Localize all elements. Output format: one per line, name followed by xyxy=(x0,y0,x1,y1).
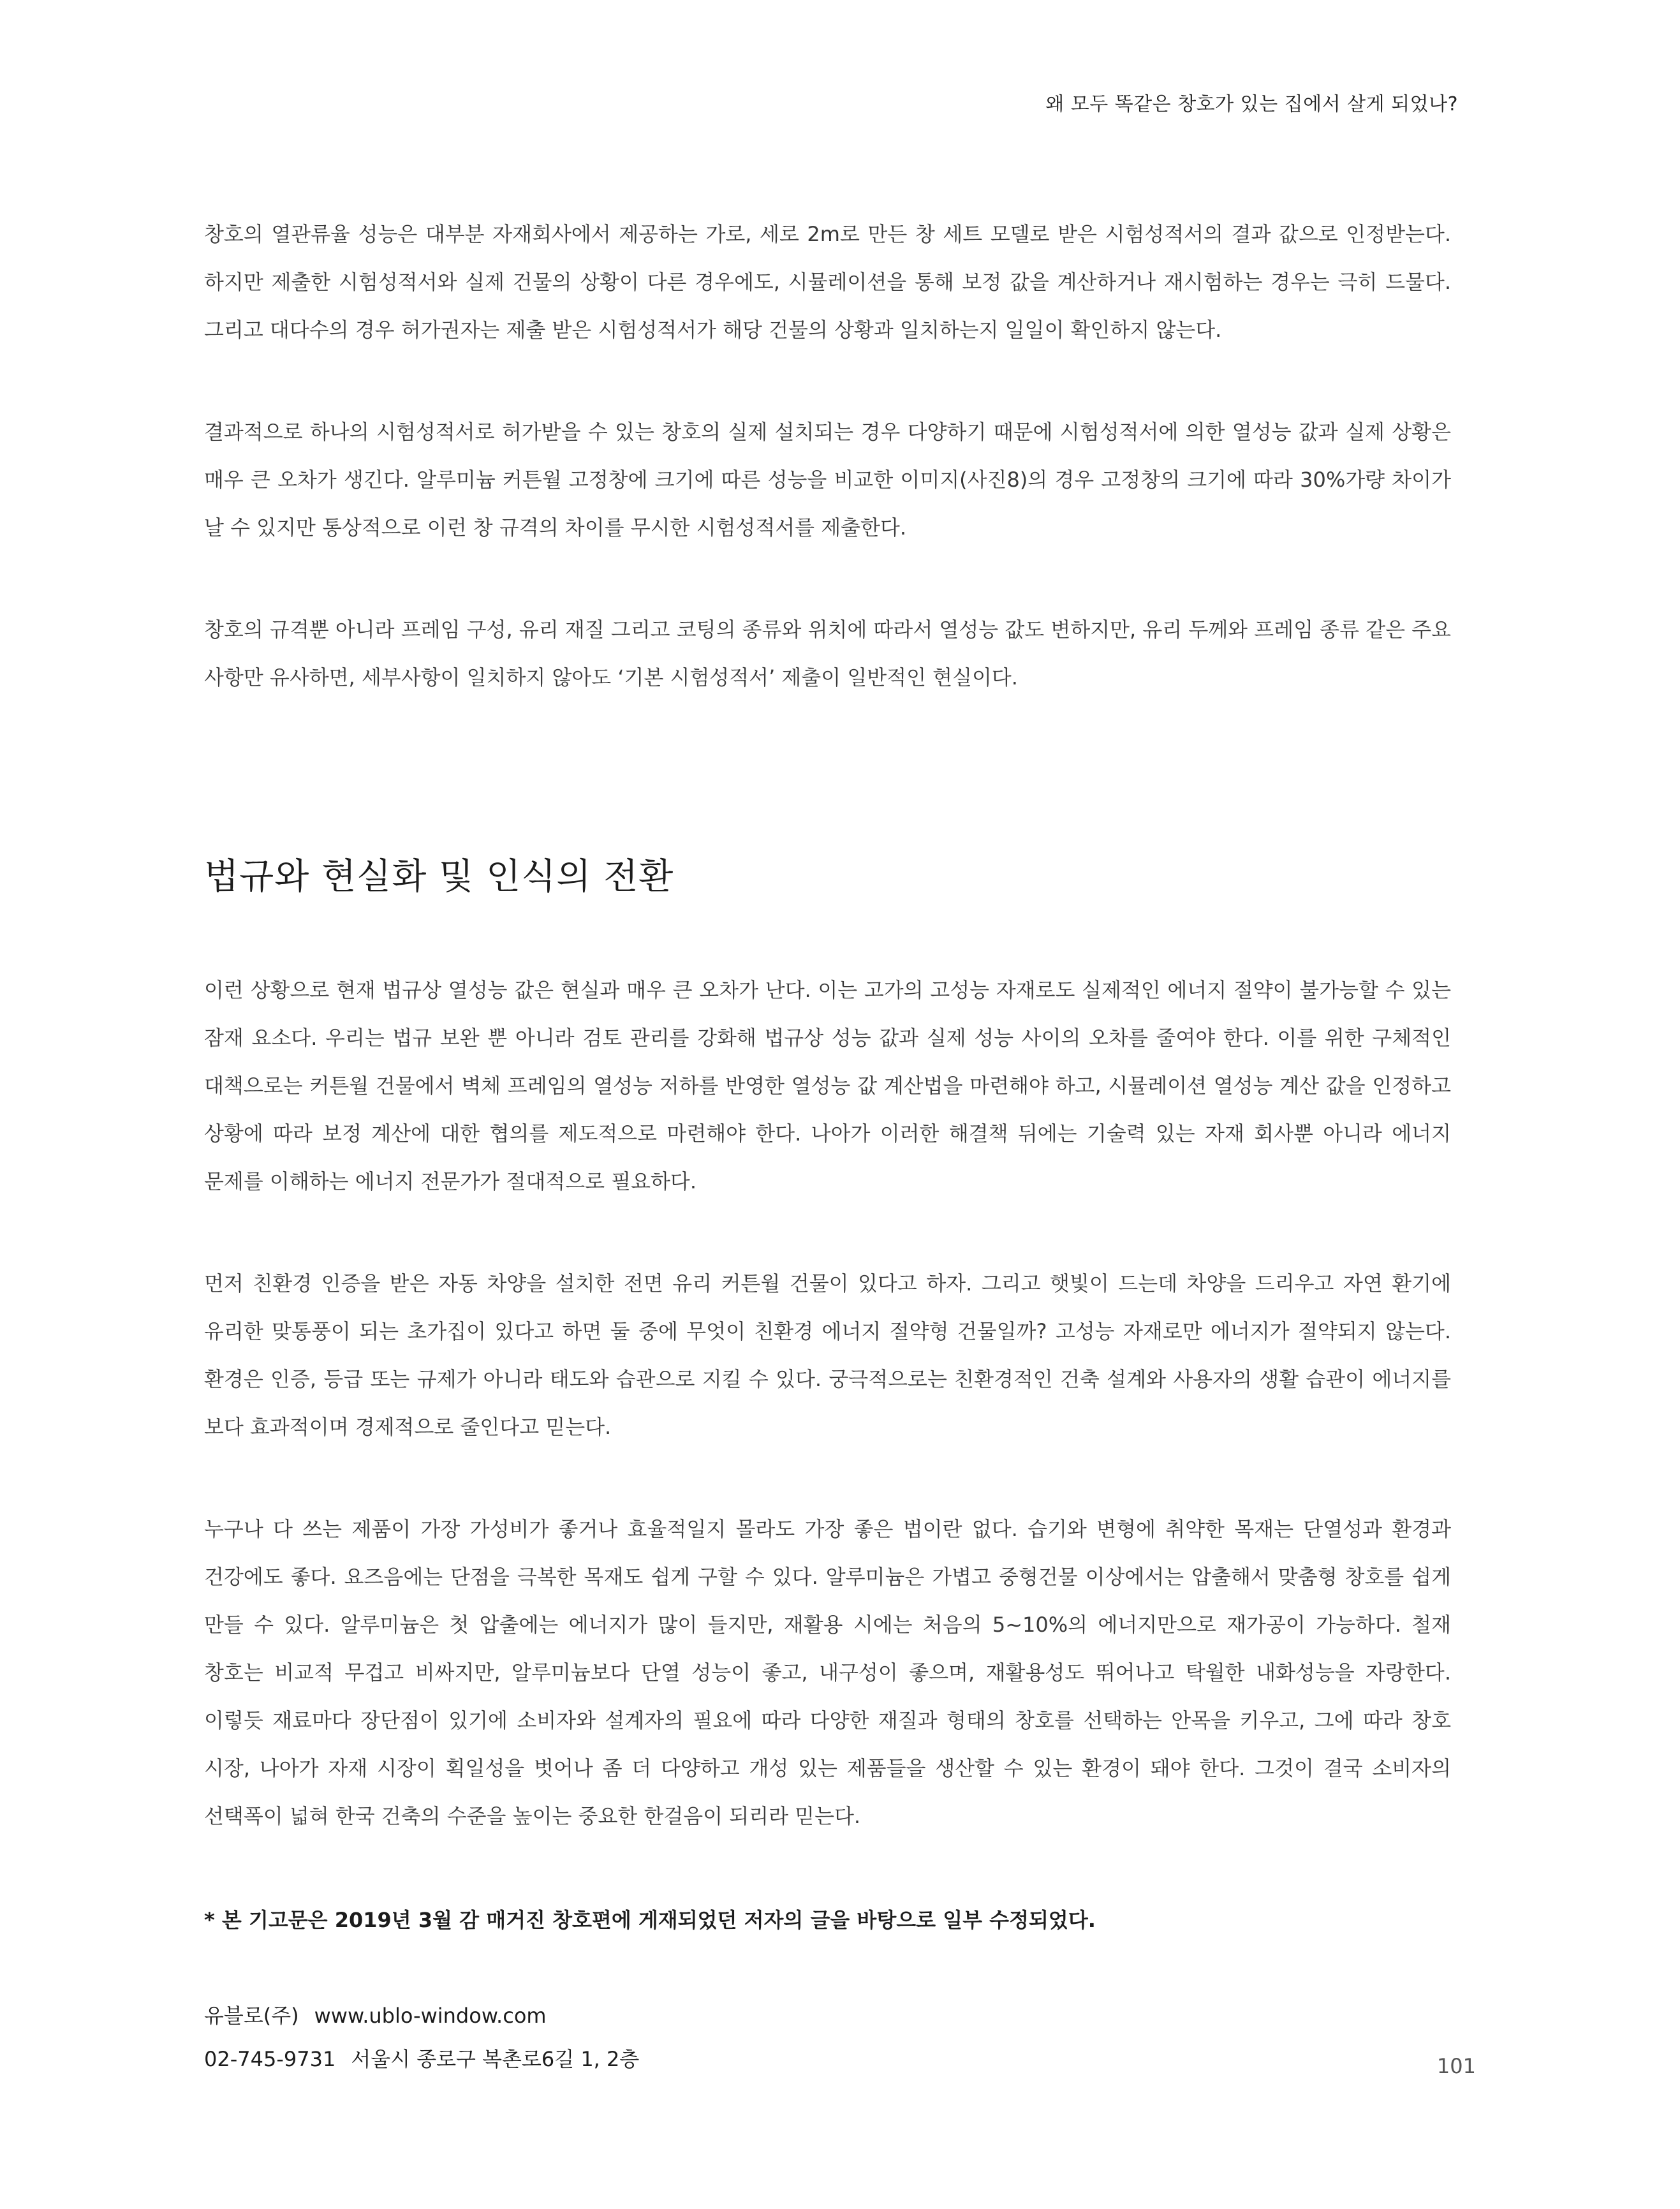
company-address: 서울시 종로구 복촌로6길 1, 2층 xyxy=(351,2047,640,2071)
paragraph-1: 창호의 열관류율 성능은 대부분 자재회사에서 제공하는 가로, 세로 2m로 만든 창 세트 모델로 받은 시험성적서의 결과 값으로 인정받는다. 하지만 제출한 시험성적서와 실제 건물의 상황이 다른 경우에도, 시뮬레이션을 통해 보정 값을 계산하거나 재시험하는 경우는 극히 드물다. 그리고 대다수의 경우 허가권자는 제출 받은 시험성적서가 해당 건물의 상황과 일치하는지 일일이 확인하지 않는다. xyxy=(204,222,1451,342)
section-title: 법규와 현실화 및 인식의 전환 xyxy=(204,856,674,898)
company-website[interactable]: www.ublo-window.com xyxy=(314,2004,547,2028)
footnote: * 본 기고문은 2019년 3월 감 매거진 창호편에 게재되었던 저자의 글을 바탕으로 일부 수정되었다. xyxy=(204,1908,1096,1932)
company-info xyxy=(204,1994,1451,2081)
company-line-2 xyxy=(204,2037,1451,2081)
company-name: 유블로(주) xyxy=(204,2004,299,2028)
paragraph-4: 이런 상황으로 현재 법규상 열성능 값은 현실과 매우 큰 오차가 난다. 이는 고가의 고성능 자재로도 실제적인 에너지 절약이 불가능할 수 있는 잠재 요소다. 우리는 법규 보완 뿐 아니라 검토 관리를 강화해 법규상 성능 값과 실제 성능 사이의 오차를 줄여야 한다. 이를 위한 구체적인 대책으로는 커튼월 건물에서 벽체 프레임의 열성능 저하를 반영한 열성능 값 계산법을 마련해야 하고, 시뮬레이션 열성능 계산 값을 인정하고 상황에 따라 보정 계산에 대한 협의를 제도적으로 마련해야 한다. 나아가 이러한 해결책 뒤에는 기술력 있는 자재 회사뿐 아니라 에너지 문제를 이해하는 에너지 전문가가 절대적으로 필요하다. xyxy=(204,978,1451,1193)
company-phone: 02-745-9731 xyxy=(204,2047,336,2071)
paragraph-3: 창호의 규격뿐 아니라 프레임 구성, 유리 재질 그리고 코팅의 종류와 위치에 따라서 열성능 값도 변하지만, 유리 두께와 프레임 종류 같은 주요 사항만 유사하면, 세부사항이 일치하지 않아도 ‘기본 시험성적서’ 제출이 일반적인 현실이다. xyxy=(204,617,1451,690)
page-number: 101 xyxy=(1436,2054,1476,2078)
paragraph-5: 먼저 친환경 인증을 받은 자동 차양을 설치한 전면 유리 커튼월 건물이 있다고 하자. 그리고 햇빛이 드는데 차양을 드리우고 자연 환기에 유리한 맞통풍이 되는 초가집이 있다고 하면 둘 중에 무엇이 친환경 에너지 절약형 건물일까? 고성능 자재로만 에너지가 절약되지 않는다. 환경은 인증, 등급 또는 규제가 아니라 태도와 습관으로 지킬 수 있다. 궁극적으로는 친환경적인 건축 설계와 사용자의 생활 습관이 에너지를 보다 효과적이며 경제적으로 줄인다고 믿는다. xyxy=(204,1271,1451,1439)
paragraph-6: 누구나 다 쓰는 제품이 가장 가성비가 좋거나 효율적일지 몰라도 가장 좋은 법이란 없다. 습기와 변형에 취약한 목재는 단열성과 환경과 건강에도 좋다. 요즈음에는 단점을 극복한 목재도 쉽게 구할 수 있다. 알루미늄은 가볍고 중형건물 이상에서는 압출해서 맞춤형 창호를 쉽게 만들 수 있다. 알루미늄은 첫 압출에는 에너지가 많이 들지만, 재활용 시에는 처음의 5~10%의 에너지만으로 재가공이 가능하다. 철재 창호는 비교적 무겁고 비싸지만, 알루미늄보다 단열 성능이 좋고, 내구성이 좋으며, 재활용성도 뛰어나고 탁월한 내화성능을 자랑한다. 이렇듯 재료마다 장단점이 있기에 소비자와 설계자의 필요에 따라 다양한 재질과 형태의 창호를 선택하는 안목을 키우고, 그에 따라 창호 시장, 나아가 자재 시장이 획일성을 벗어나 좀 더 다양하고 개성 있는 제품들을 생산할 수 있는 환경이 돼야 한다. 그것이 결국 소비자의 선택폭이 넓혀 한국 건축의 수준을 높이는 중요한 한걸음이 되리라 믿는다. xyxy=(204,1517,1451,1828)
running-header-title: 왜 모두 똑같은 창호가 있는 집에서 살게 되었나? xyxy=(1045,93,1458,115)
company-line-1 xyxy=(204,1994,1451,2037)
article-body xyxy=(204,211,1451,2081)
paragraph-2: 결과적으로 하나의 시험성적서로 허가받을 수 있는 창호의 실제 설치되는 경우 다양하기 때문에 시험성적서에 의한 열성능 값과 실제 상황은 매우 큰 오차가 생긴다. 알루미늄 커튼월 고정창에 크기에 따른 성능을 비교한 이미지(사진8)의 경우 고정창의 크기에 따라 30%가량 차이가 날 수 있지만 통상적으로 이런 창 규격의 차이를 무시한 시험성적서를 제출한다. xyxy=(204,420,1451,540)
